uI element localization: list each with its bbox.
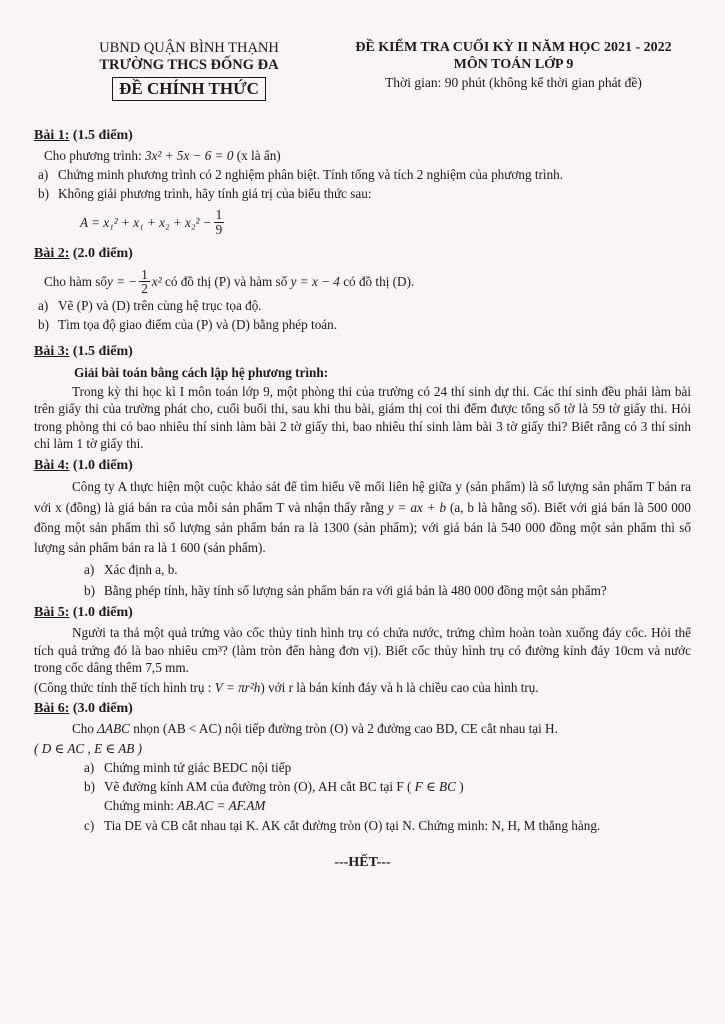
problem-6-part-c: c) Tia DE và CB cắt nhau tại K. AK cắt đường tròn (O) tại N. Chứng minh: N, H, M thẳng hàng. [84,817,601,833]
district-name: UBND QUẬN BÌNH THẠNH [99,40,279,56]
problem-6-text: Cho ΔABC nhọn (AB < AC) nội tiếp đường tròn (O) và 2 đường cao BD, CE cắt nhau tại H. [72,721,558,737]
header [34,40,691,101]
problem-3-title: Bài 3: [34,344,70,360]
school-name: TRƯỜNG THCS ĐỐNG ĐA [99,56,279,73]
official-stamp: ĐỀ CHÍNH THỨC [112,77,266,100]
problem-2-points: (2.0 điểm) [69,246,133,262]
problem-2-part-b: b) Tìm tọa độ giao điểm của (P) và (D) bằng phép toán. [38,316,338,332]
time-limit: Thời gian: 90 phút (không kể thời gian phát đề) [385,74,642,90]
problem-4-part-a: a) Xác định a, b. [84,561,178,577]
problem-6-condition: ( D ∈ AC , E ∈ AB ) [34,740,143,756]
problem-2-title: Bài 2: [34,246,70,262]
problem-2 [34,245,691,333]
problem-1-intro: Cho phương trình: [44,148,145,164]
problem-5-note: (Công thức tính thể tích hình trụ : V = πr²h) với r là bán kính đáy và h là chiều cao của hình trụ. [34,679,539,695]
problem-4-part-b: b) Bằng phép tính, hãy tính số lượng sản phẩm bán ra với giá bán là 480 000 đồng một sản phẩm? [84,583,607,599]
problem-1-part-a: a) Chứng minh phương trình có 2 nghiệm phân biệt. Tính tổng và tích 2 nghiệm của phương trình. [38,167,564,183]
problem-4-text: Công ty A thực hiện một cuộc khảo sát để tìm hiểu về mối liên hệ giữa y (sản phẩm) là số lượng sản phẩm T bán ra với x (đồng) là giá bán ra của mỗi sản phẩm T và nhận thấy rằng y = ax + b (a, b là hằng số). Biết với giá bán là 500 000 đồng một sản phẩm thì số lượng sản phẩm bán ra là 1300 (sản phẩm); với giá bán là 540 000 đồng một sản phẩm thì số lượng sản phẩm bán ra là 1 600 (sản phẩm). [34,479,691,556]
problem-4-points: (1.0 điểm) [69,457,133,473]
problem-3-subtitle: Giải bài toán bằng cách lập hệ phương trình: [74,364,329,380]
problem-6 [34,700,691,834]
problem-1 [34,127,691,237]
problem-6-part-a: a) Chứng minh tứ giác BEDC nội tiếp [84,760,292,776]
problem-1-title: Bài 1: [34,127,70,143]
problem-5 [34,604,691,696]
problem-6-part-b-prove: Chứng minh: AB.AC = AF.AM [104,798,266,814]
fraction: $\frac{1}{9}$ [215,207,223,238]
school-block [64,40,314,101]
problem-3 [34,343,691,453]
problem-5-points: (1.0 điểm) [69,604,133,620]
end-marker: ---HẾT--- [334,854,391,870]
exam-title: ĐỀ KIỂM TRA CUỐI KỲ II NĂM HỌC 2021 - 2022 [355,40,672,55]
problem-5-title: Bài 5: [34,604,70,620]
problem-4-title: Bài 4: [34,457,70,473]
problem-3-text: Trong kỳ thi học kì I môn toán lớp 9, một phòng thi của trường có 24 thí sinh dự thi. Các thí sinh đều phải làm bài trên giấy thi của trường phát cho, cuối buổi thi, sau khi thu bài, giám thị coi thi đếm được tổng số tờ là 59 tờ giấy thi. Hỏi trong phòng thi có bao nhiêu thí sinh làm bài 2 tờ giấy thi, bao nhiêu thí sinh làm bài 3 tờ giấy thi? Biết rằng có 3 thí sinh chỉ làm 1 tờ giấy thi. [34,383,691,452]
problem-1-points: (1.5 điểm) [69,127,133,143]
problem-1-part-b: b) Không giải phương trình, hãy tính giá trị của biểu thức sau: [38,185,372,201]
problem-6-part-b: b) Vẽ đường kính AM của đường tròn (O), AH cắt BC tại F ( F ∈ BC ) [84,778,464,794]
problem-1-eq-note: (x là ẩn) [233,148,281,164]
problem-2-part-a: a) Vẽ (P) và (D) trên cùng hệ trục tọa độ. [38,298,262,314]
problem-6-title: Bài 6: [34,700,70,716]
problem-2-intro: Cho hàm số y = − $\frac{1}{2}$ x² có đồ thị (P) và hàm số y = x − 4 có đồ thị (D). [44,266,415,297]
exam-info-block [336,40,691,101]
problem-4 [34,457,691,600]
problem-3-points: (1.5 điểm) [69,344,133,360]
problem-6-points: (3.0 điểm) [69,700,133,716]
problem-1-formula: A = x₁² + x₁ + x₂ + x₂² − $\frac{1}{9}$ [80,207,223,238]
problem-1-equation: 3x² + 5x − 6 = 0 [144,148,234,164]
problem-5-text: Người ta thả một quả trứng vào cốc thủy tinh hình trụ có chứa nước, trứng chìm hoàn toàn xuống đáy cốc. Hỏi thể tích quả trứng đó là bao nhiêu cm³? (làm tròn đến hàng đơn vị). Biết cốc thủy hình trụ có đường kính đáy 10cm và nước trong cốc dâng thêm 7,5 mm. [34,625,691,676]
fraction: $\frac{1}{2}$ [141,266,148,297]
subject-title: MÔN TOÁN LỚP 9 [453,56,574,72]
